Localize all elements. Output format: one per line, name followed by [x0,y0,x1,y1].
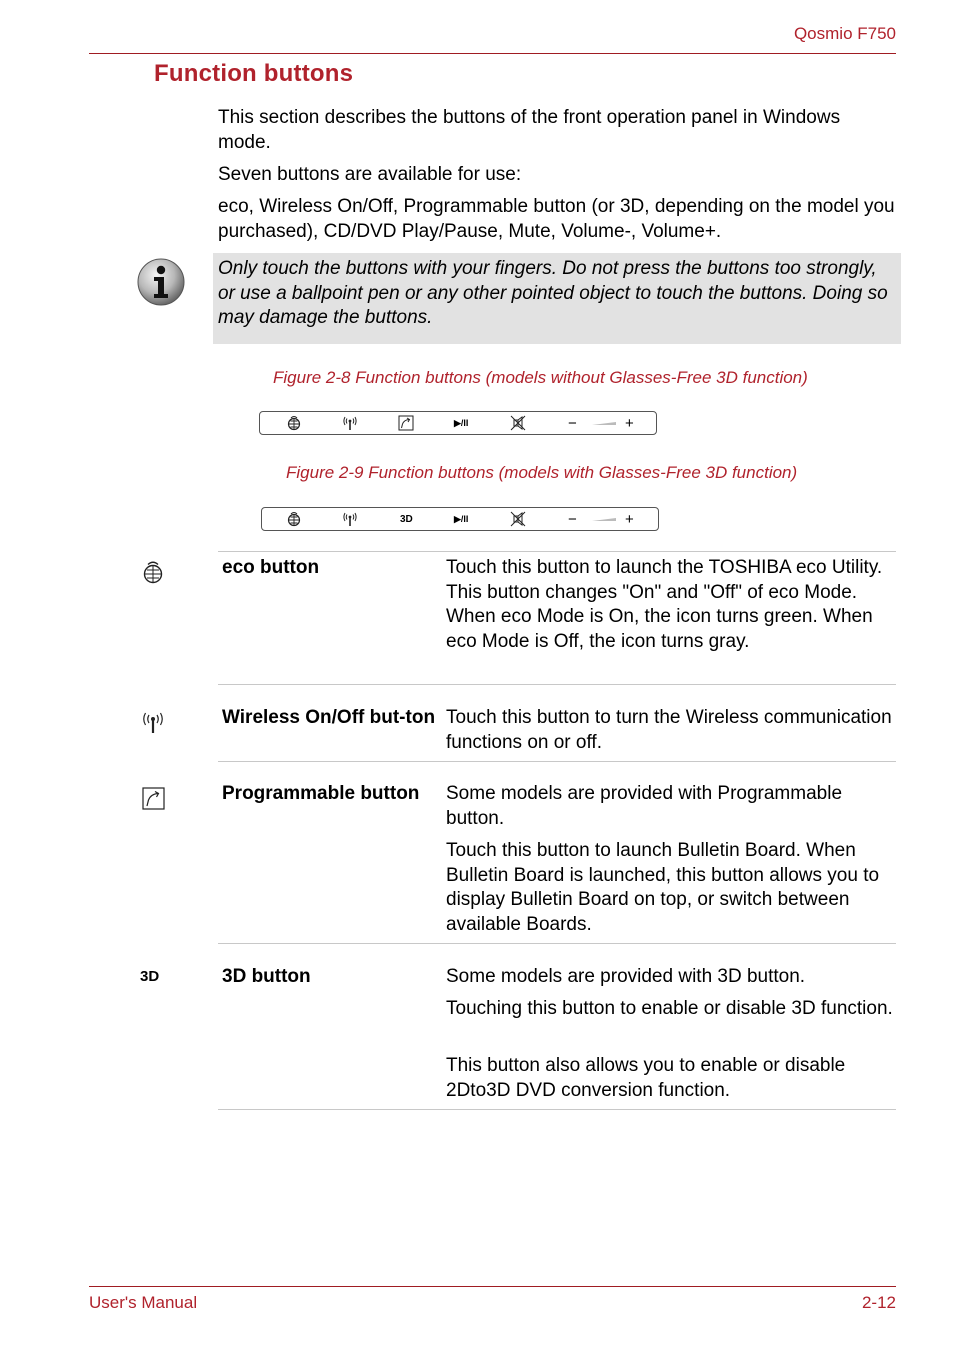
table-term: Programmable button [222,783,420,804]
volume-minus-icon: − [568,510,577,528]
3d-icon: 3D [140,968,160,985]
header-rule [89,53,896,54]
play-pause-icon: ▶/II [454,513,469,524]
3d-label: 3D [400,513,413,525]
programmable-icon [142,787,165,815]
table-rule [218,1109,896,1110]
table-desc: Touch this button to turn the Wireless communication functions on or off. [446,707,892,753]
volume-slider-icon [592,422,616,426]
info-icon [136,257,186,307]
mute-icon [510,415,526,431]
intro-paragraph-3: eco, Wireless On/Off, Programmable button (or 3D, depending on the model you purchased), CD/DVD Play/Pause, Mute, Volume-, Volume+. [218,196,895,242]
wireless-icon [141,710,165,739]
table-term: Wireless On/Off but-ton [222,707,436,728]
table-term: 3D button [222,966,311,987]
table-term: eco button [222,557,320,578]
footer-rule [89,1286,896,1287]
table-rule [218,551,896,552]
eco-icon [141,561,165,590]
play-pause-icon: ▶/II [454,417,469,428]
running-header-title: Qosmio F750 [793,24,896,43]
intro-paragraph-1: This section describes the buttons of the front operation panel in Windows mode. [218,107,841,153]
table-desc: Some models are provided with 3D button. [446,966,806,987]
eco-icon [286,415,302,431]
volume-slider-icon [592,518,616,522]
page-number: 2-12 [861,1293,896,1312]
wireless-icon [342,511,358,527]
wireless-icon [342,415,358,431]
footer-manual-label: User's Manual [89,1293,198,1312]
volume-plus-icon: + [625,510,634,528]
function-panel-figure-2-9 [261,507,659,531]
eco-icon [286,511,302,527]
table-desc: Touch this button to launch the TOSHIBA eco Utility. This button changes "On" and "Off" of eco Mode. When eco Mode is On, the icon turns green. When eco Mode is Off, the icon turns gray. [446,557,883,652]
table-rule [218,684,896,685]
programmable-icon [398,415,414,431]
function-panel-figure-2-8 [259,411,657,435]
table-desc: This button also allows you to enable or disable 2Dto3D DVD conversion function. [446,1055,846,1101]
volume-minus-icon: − [568,414,577,432]
figure-caption-2-9: Figure 2-9 Function buttons (models with Glasses-Free 3D function) [286,463,798,482]
table-rule [218,943,896,944]
mute-icon [510,511,526,527]
table-desc: Some models are provided with Programmable button. [446,783,843,829]
intro-paragraph-2: Seven buttons are available for use: [218,164,522,185]
table-rule [218,761,896,762]
volume-plus-icon: + [625,414,634,432]
section-title: Function buttons [154,60,354,87]
table-desc: Touching this button to enable or disable 3D function. [446,998,893,1019]
note-text: Only touch the buttons with your fingers. Do not press the buttons too strongly, or use a ballpoint pen or any other pointed object to touch the buttons. Doing so may damage the buttons. [218,258,888,328]
table-desc: Touch this button to launch Bulletin Board. When Bulletin Board is launched, this button allows you to display Bulletin Board on top, or switch between available Boards. [446,840,880,935]
figure-caption-2-8: Figure 2-8 Function buttons (models without Glasses-Free 3D function) [273,368,808,387]
